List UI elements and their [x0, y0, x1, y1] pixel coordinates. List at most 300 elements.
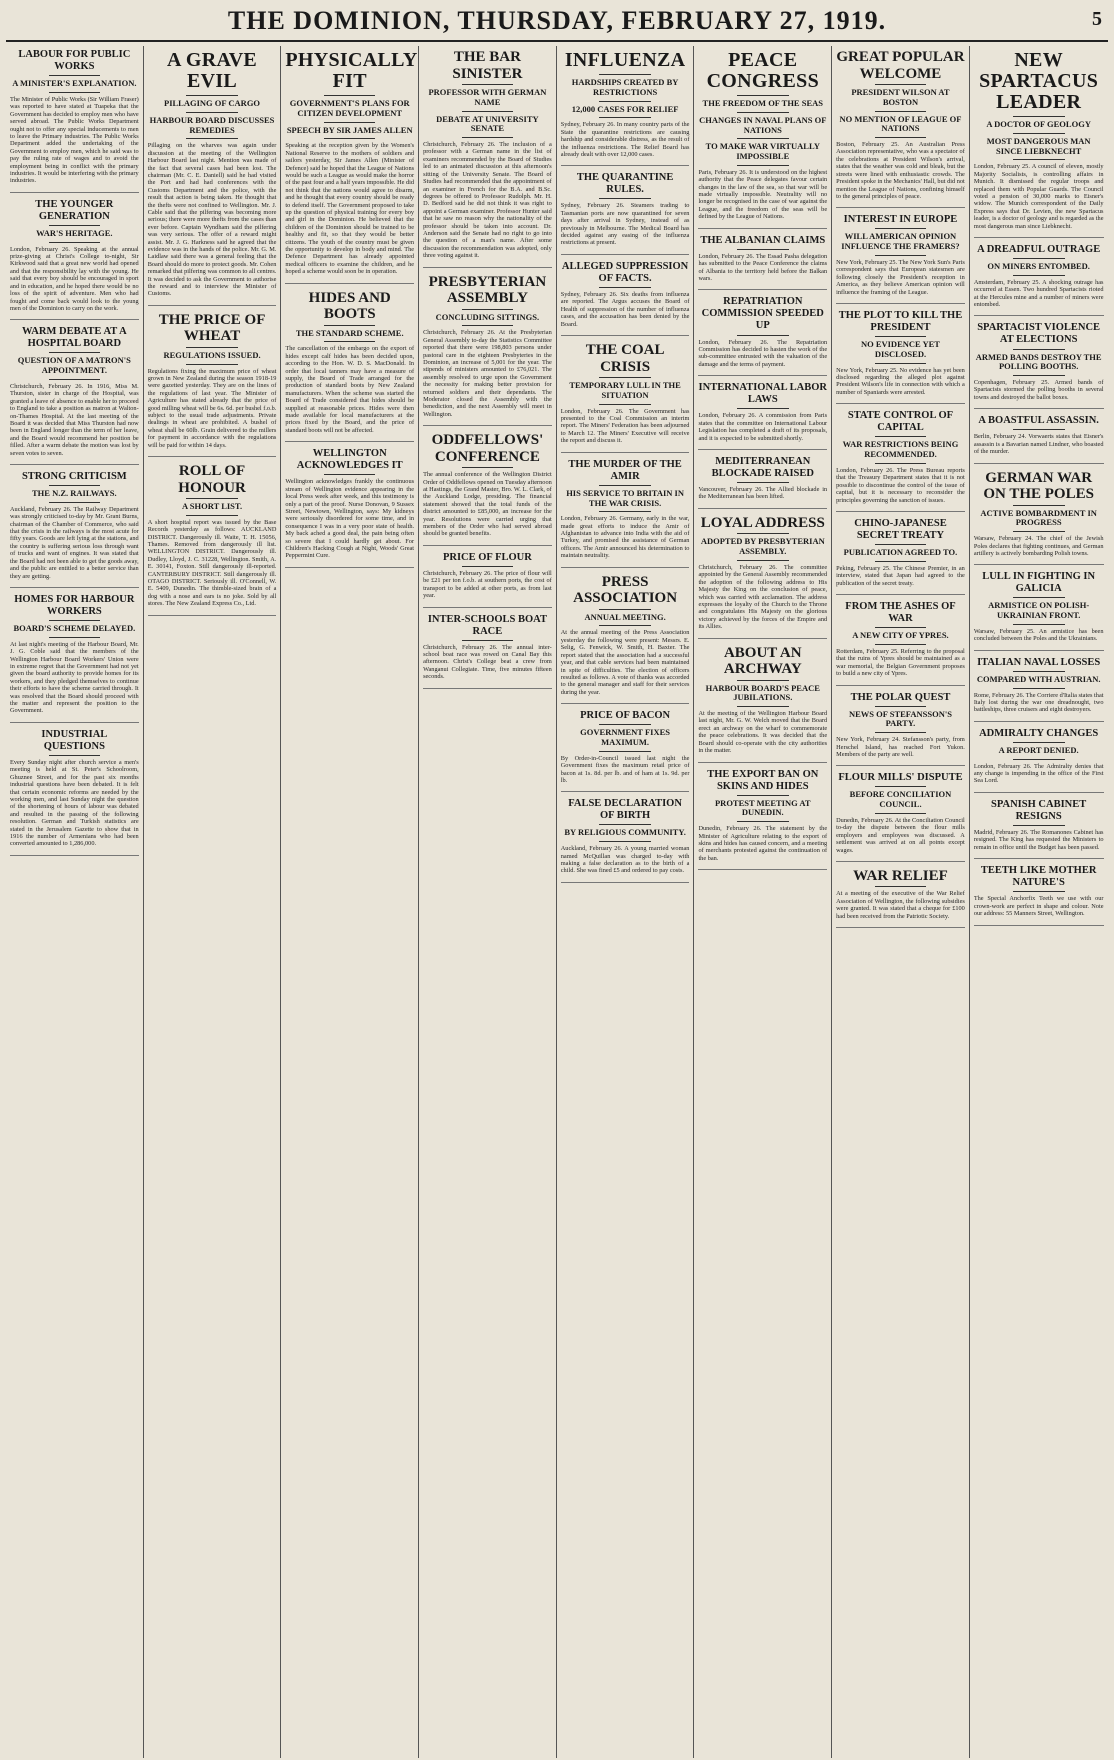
article — [974, 865, 1104, 925]
headline-rule — [324, 95, 375, 96]
article-headline: WAR RELIEF — [853, 867, 948, 884]
article-subheading: GOVERNMENT'S PLANS FOR CITIZEN DEVELOPMENT — [289, 98, 410, 118]
article — [974, 50, 1104, 238]
article-body: Regulations fixing the maximum price of wheat grown in New Zealand during the season 1918-19 were gazetted yesterday. They are on the lines of the regulations of last year. The Minister of Agriculture has stated already that the price of good milling wheat will be 6s. 6d. per bushel f.o.b. subject to the usual trade adjustments. Private dealings in wheat are prohibited. A bushel of wheat shall be 60lb. Grain delivered to the millers for payment in accordance with the regulations will be paid for within 14 days. — [147, 367, 277, 449]
article-subheading: QUESTION OF A MATRON'S APPOINTMENT. — [17, 355, 131, 376]
article-subheading: THE N.Z. RAILWAYS. — [32, 488, 117, 499]
article — [561, 574, 690, 704]
article-body: Pillaging on the wharves was again under discussion at the meeting of the Wellington Harbour Board last night. Mention was made of the fact that several cases had been lost. The chairman (Mr. C. E. Daniell) said he had visited the Port and had had conferences with the Customs Department and the police, with the result that action is being taken. He thought that the thefts were not confined to Wellington. Mr. J. Cable said that the pilfering was becoming more serious; there were more thefts from the cases than ever before. Captain Wyndham said the pilfering was very serious. The offer of a reward might assist. Mr. J. G. Harkness said he agreed that the evidence was in the hands of the police. Mr. G. M. Laidlaw said there was a general feeling that the Board should do more to protect goods. Mr. Cohen remarked that pilfering was common to all centres. It was decided to ask the Government to authorise the reward and to interview the Minister of Customs. — [147, 142, 277, 298]
subheading-rule — [875, 363, 926, 364]
article-headline: THE EXPORT BAN ON SKINS AND HIDES — [707, 768, 819, 792]
subheading-rule — [49, 92, 100, 93]
headline-rule — [1013, 258, 1065, 259]
article-body: Auckland, February 26. The Railway Department was strongly criticised to-day by Mr. Grant Burns, chairman of the Chamber of Commerce, who said that the crisis in the railways is the most acute for fifty years. Goods are left lying at the stations, and the country is suffering serious loss through want of trucks and want of engines. It was stated that the Board had not been able to get the goods away, and the public are entitled to a better service than they are getting. — [10, 505, 139, 580]
article-subheading: MOST DANGEROUS MAN SINCE LIEBKNECHT — [986, 135, 1091, 156]
article-headline: MEDITERRANEAN BLOCKADE RAISED — [711, 455, 814, 479]
subheading-rule — [1013, 688, 1065, 689]
article-headline: ROLL OF HONOUR — [178, 463, 246, 496]
subheading-rule — [1013, 624, 1065, 625]
article-headline: WELLINGTON ACKNOWLEDGES IT — [296, 448, 403, 472]
article — [561, 172, 690, 255]
article — [836, 518, 965, 595]
article — [423, 614, 552, 689]
article-subheading: A DOCTOR OF GEOLOGY — [986, 119, 1091, 129]
headline-rule — [462, 467, 513, 468]
article-headline: INTEREST IN EUROPE — [843, 214, 958, 226]
subheading-rule — [737, 138, 788, 139]
article-body: Dunedin, February 26. The statement by the Minister of Agriculture relating to the export of skins and hides has caused concern, and a meeting of merchants protested against the continuation of the ban. — [698, 825, 828, 862]
article-body: At a meeting of the executive of the War Relief Association of Wellington, the following subsidies were granted. It was stated that a cheque for £100 had been received from the Patriotic Society. — [836, 890, 965, 920]
subheading-rule — [737, 112, 788, 113]
article-body: New York, February 25. The New York Sun's Paris correspondent says that European statesmen are following closely the President's reception in America, as they believe American opinion will influence the framing of the League. — [836, 258, 965, 296]
article-body: Warsaw, February 24. The chief of the Jewish Poles declares that fighting continues, and German artillery is actively bombarding Polish towns. — [973, 535, 1104, 557]
article-body: London, February 26. Speaking at the annual prize-giving at Christ's College to-night, Sir Kirkwood said that a great new world had opened and that the responsibility lay with the young. He said that every boy should be encouraged in sport and in education, and he hoped there would be no loss of the spirit of adventure. Men who had fought and come back would look to the young men of the Dominion to carry on the work. — [10, 245, 139, 312]
article-headline: PRESBYTERIAN ASSEMBLY — [428, 273, 547, 307]
subheading-rule — [1013, 759, 1065, 760]
article-subheading: HARDSHIPS CREATED BY RESTRICTIONS — [571, 77, 679, 97]
article-headline: LULL IN FIGHTING IN GALICIA — [982, 571, 1096, 595]
headline-rule — [875, 627, 926, 628]
subheading-rule — [599, 625, 650, 626]
headline-rule — [462, 309, 513, 310]
column-4 — [419, 46, 557, 1758]
subheading-rule — [599, 101, 650, 102]
article — [148, 50, 277, 306]
article-headline: THE YOUNGER GENERATION — [35, 198, 114, 222]
article — [10, 49, 139, 193]
subheading-rule — [1013, 159, 1065, 160]
subheading-rule — [737, 821, 788, 822]
headline-rule — [737, 249, 788, 250]
subheading-rule — [1013, 531, 1065, 532]
subheading-rule — [599, 511, 650, 512]
article-body: The Minister of Public Works (Sir William Fraser) was reported to have stated at Tuapeka that the Government has decided to employ men who have served abroad. The Public Works Department ought not to offer any special inducements to men to leave the Primary industries. The Public Works Department added the undertaking of the Government to employ men, which he said was to pay the ruling rate of wages and to avoid the employment being in conflict with the primary industries. It would be interfering with the primary industries. — [10, 95, 139, 185]
article-headline: ITALIAN NAVAL LOSSES — [977, 656, 1101, 668]
subheading-rule — [875, 732, 926, 733]
article-headline: LOYAL ADDRESS — [700, 514, 825, 531]
article-subheading: A MINISTER'S EXPLANATION. — [12, 78, 137, 89]
headline-rule — [875, 336, 926, 337]
headline-rule — [49, 225, 100, 226]
headline-rule — [462, 566, 513, 567]
column-6 — [694, 46, 832, 1758]
columns-container — [6, 46, 1108, 1758]
headline-rule — [1013, 429, 1065, 430]
article-subheading: ARMISTICE ON POLISH-UKRAINIAN FRONT. — [988, 600, 1090, 621]
article-body: Sydney, February 26. Steamers trading to Tasmanian ports are now quarantined for seven days after arrival in Sydney, instead of as previously in Melbourne. The Medical Board has decided against any easing of the influenza restrictions at present. — [560, 202, 690, 247]
article-body: Berlin, February 24. Vorwaerts states that Eisner's assassin is a Bavarian named Lindner, who boasted of the murder. — [973, 433, 1104, 456]
article-headline: SPARTACIST VIOLENCE AT ELECTIONS — [977, 322, 1101, 346]
article — [698, 382, 827, 450]
article — [561, 798, 690, 883]
article-subheading: NEWS OF STEFANSSON'S PARTY. — [848, 708, 952, 729]
article-body: New York, February 25. No evidence has yet been disclosed regarding the alleged plot against President Wilson's life in connection with which a number of Spaniards were arrested. — [836, 366, 965, 396]
article — [148, 312, 277, 457]
headline-rule — [737, 335, 788, 336]
masthead-title: THE DOMINION, THURSDAY, FEBRUARY 27, 1919. — [227, 6, 887, 35]
article-subheading: BEFORE CONCILIATION COUNCIL. — [849, 789, 952, 810]
subheading-rule — [186, 138, 237, 139]
subheading-rule — [186, 364, 237, 365]
article-body: Amsterdam, February 25. A shocking outrage has occurred at Essen. Two hundred Spartacists rioted at the Hercules mine and a number of miners were entombed. — [973, 278, 1104, 308]
article-headline: ADMIRALTY CHANGES — [979, 727, 1099, 739]
headline-rule — [49, 620, 100, 621]
article-body: London, February 26. The Government has presented to the Coal Commission an interim report. The Miners' Federation has been adjourned to March 12. The Miners' Executive will receive the report and discuss it. — [560, 407, 690, 445]
headline-rule — [599, 74, 650, 75]
article-headline: HOMES FOR HARBOUR WORKERS — [14, 593, 135, 617]
column-2 — [144, 46, 282, 1758]
article-headline: THE PLOT TO KILL THE PRESIDENT — [838, 309, 963, 333]
subheading-rule — [462, 325, 513, 326]
article — [285, 49, 418, 284]
subheading-rule — [599, 841, 650, 842]
article-body: The annual conference of the Wellington District Order of Oddfellows opened on Tuesday afternoon at Hastings, the Grand Master, Bro. W. L. Clark, of the Auckland Lodge, presiding. The financial statement showed that the total funds of the district amounted to £85,000, an increase for the year. Resolutions were carried urging that members of the Order who had served abroad should be granted benefits. — [423, 471, 552, 538]
article — [698, 645, 827, 763]
article-body: Dunedin, February 26. At the Conciliation Council to-day the dispute between the flour mills employers and employees was discussed. A settlement was arrived at on all points except wages. — [836, 816, 965, 854]
article-subheading: TEMPORARY LULL IN THE SITUATION — [569, 380, 681, 400]
article-subheading: PROFESSOR WITH GERMAN NAME — [428, 87, 547, 107]
article-headline: THE POLAR QUEST — [850, 691, 951, 703]
article-body: London, February 26. A commission from Paris states that the committee on International Labour Legislation has completed a draft of its proposals, and it is expected to be submitted shortly. — [698, 412, 828, 442]
article-headline: PEACE CONGRESS — [706, 49, 819, 92]
article-body: New York, February 24. Stefansson's party, from Herschel Island, has reached Fort Yukon. Members of the party are well. — [836, 736, 965, 758]
headline-rule — [1013, 825, 1065, 826]
article-subheading: NO EVIDENCE YET DISCLOSED. — [860, 339, 940, 359]
article-subheading: PROTEST MEETING AT DUNEDIN. — [714, 797, 811, 818]
headline-rule — [1013, 671, 1065, 672]
article-headline: TEETH LIKE MOTHER NATURE'S — [980, 865, 1097, 889]
article — [698, 456, 827, 509]
headline-rule — [1013, 742, 1065, 743]
article-body: Paris, February 26. It is understood on the highest authority that the Peace delegates favour certain changes in the law of the sea, so that war will be made virtually impossible. Neutrality will no longer be recognised in the case of war against the League, and the freedom of the seas will be defined by the League of Nations. — [698, 168, 828, 221]
subheading-rule — [875, 813, 926, 814]
subheading-rule — [875, 561, 926, 562]
subheading-rule — [324, 341, 375, 342]
article — [974, 322, 1104, 409]
article-body: Sydney, February 26. Six deaths from influenza are reported. The Argus accuses the Board of Health of suppression of the number of influenza cases, and the accusation has been denied by the Board. — [560, 291, 690, 328]
article — [836, 310, 965, 404]
article-body: Copenhagen, February 25. Armed bands of Spartacists stormed the polling booths in several towns and destroyed the ballot boxes. — [973, 379, 1104, 401]
headline-rule — [599, 485, 650, 486]
article — [10, 729, 139, 856]
article — [974, 244, 1104, 316]
article — [561, 50, 690, 166]
article — [285, 448, 414, 568]
subheading-rule — [186, 112, 237, 113]
article-subheading: SPEECH BY SIR JAMES ALLEN — [286, 124, 413, 135]
headline-rule — [737, 95, 788, 96]
article-body: Rotterdam, February 25. Referring to the proposal that the ruins of Ypres should be maintained as a war memorial, the Belgian Government proposes to build a new city of Ypres. — [836, 647, 965, 678]
article-body: London, February 26. The Admiralty denies that any change is impending in the office of the First Sea Lord. — [973, 762, 1104, 785]
article-body: Christchurch, February 26. The annual inter-school boat race was rowed on Canal Bay this afternoon. Christ's College beat a crew from Wanganui Collegiate. Time, five minutes fifteen seconds. — [423, 643, 552, 681]
article-headline: THE PRICE OF WHEAT — [158, 311, 266, 345]
article — [561, 261, 690, 336]
headline-rule — [875, 706, 926, 707]
article — [285, 290, 414, 443]
article-headline: THE BAR SINISTER — [452, 49, 523, 82]
article-body: Madrid, February 26. The Romanones Cabinet has resigned. The King has requested the Ministers to remain in office until the Budget has been passed. — [973, 829, 1104, 851]
article-headline: FROM THE ASHES OF WAR — [845, 601, 956, 625]
article-body: London, February 26. The Press Bureau reports that the Treasury Department states that it is not possible to discontinue the control of the issue of capital, but it is necessary to reconsider the principles governing the sanction of issues. — [836, 466, 965, 504]
headline-rule — [1013, 891, 1065, 892]
subheading-rule — [599, 751, 650, 752]
article-body: Christchurch, February 26. The price of flour will be £21 per ton f.o.b. at southern ports, the cost of transport to be added at other ports, as from last year. — [423, 569, 552, 600]
article-headline: INTERNATIONAL LABOR LAWS — [698, 382, 828, 406]
article — [836, 868, 965, 928]
article-body: Every Sunday night after church service a men's meeting is held at St. Peter's Schoolroom, Ghuznee Street, and for the past six months industrial questions have been debated. It is felt that certain economic reforms are needed by the working men, and last Sunday night the question of the shortening of hours of labour was debated and resulted in the passing of the following resolution. German and Turkish statistics are stated in the Jerusalem Gazette to show that in 1916 the number of Armenians who had been converted amounted to 1,286,000. — [10, 759, 139, 848]
article — [698, 235, 827, 291]
headline-rule — [599, 609, 650, 610]
article-body: London, February 25. A council of eleven, mostly Majority Socialists, is controlling affairs in Munich. It dismissed the regular troops and replaced them with Popular Guards. The Council voted a pension of 30,000 marks to Eisner's widow. The Munich correspondent of the Daily Express says that Dr. Levien, the new Spartacus leader, is a doctor of geology and is regarded as the most dangerous man since Liebknecht. — [973, 163, 1104, 230]
article-headline: NEW SPARTACUS LEADER — [979, 49, 1099, 113]
subheading-rule — [49, 502, 100, 503]
article-body: A short hospital report was issued by the Base Records yesterday as follows: AUCKLAND DISTRICT. Dangerously ill. Waite, T. H. 15056, Thames. Removed from dangerously ill list. WELLINGTON DISTRICT. Dangerously ill. Dudley, Lloyd, J. C. 31228, Wellington. Smith, A. E. 30141, Foxton. Still dangerously ill-reported. CANTERBURY DISTRICT. Still dangerously ill. OTAGO DISTRICT. Seriously ill. O'Connell, W. E. 5409, Dunedin. The thimble-sized brain of a dog with a nose and ears is no joke. Sold by all stores. The New Zealand Express Co., Ltd. — [147, 518, 277, 608]
article-subheading: TO MAKE WAR VIRTUALLY IMPOSSIBLE — [705, 141, 820, 162]
article-subheading: CHANGES IN NAVAL PLANS OF NATIONS — [699, 114, 827, 135]
subheading-rule — [875, 644, 926, 645]
article — [10, 199, 139, 321]
headline-rule — [49, 352, 100, 353]
article-body: Christchurch, February 26. In 1916, Miss M. Thurston, sister in charge of the Hospital, was granted a leave of absence to enable her to proceed to England to take a position as matron at Walton-on-Thames Hospital. At the last meeting of the Board it was decided that Miss Thurston had now been in England longer than the term of her leave, and the Board would recommend her position be filled. After a warm debate the motion was lost by seven votes to seven. — [10, 382, 139, 457]
headline-rule — [1013, 505, 1065, 506]
subheading-rule — [599, 117, 650, 118]
article-headline: A BOASTFUL ASSASSIN. — [978, 415, 1099, 427]
article — [10, 594, 139, 723]
headline-rule — [599, 287, 650, 288]
masthead — [6, 0, 1108, 42]
headline-rule — [875, 786, 926, 787]
article — [836, 410, 965, 512]
article-subheading: ANNUAL MEETING. — [584, 611, 666, 622]
column-5 — [557, 46, 695, 1758]
subheading-rule — [875, 111, 926, 112]
article — [561, 342, 690, 453]
headline-rule — [49, 755, 100, 756]
article-subheading: REGULATIONS ISSUED. — [163, 349, 261, 360]
article-headline: GERMAN WAR ON THE POLES — [983, 469, 1094, 503]
article-body: Christchurch, February 26. The inclusion of a professor with a German name in the list of examiners recommended by the Board of Studies led to an animated discussion at this afternoon's sitting of the University Senate. The Board of Studies had recommended that the appointment of an examiner in French for the B.A. and B.Sc. degrees be offered to Professor Rudolph. Mr. H. D. Bedford said he did not think it was right to appoint a German examiner. Professor Hunter said that he saw no reason why the nationality of the professor should be taken into account. Dr. Anderson said the Senate had no right to go into the question of a man's name. After some discussion the recommendation was adopted, only three voting against it. — [423, 141, 552, 260]
article-headline: INFLUENZA — [564, 49, 686, 71]
article-headline: STATE CONTROL OF CAPITAL — [847, 410, 954, 434]
column-7 — [832, 46, 970, 1758]
headline-rule — [599, 724, 650, 725]
headline-rule — [49, 75, 100, 76]
article-body: Auckland, February 26. A young married woman named McQuillan was charged to-day with making a false declaration as to the birth of a child. She was fined £5 and ordered to pay costs. — [560, 845, 690, 875]
article-body: The Special Anchorfix Teeth we use with our crown-work are perfect in shape and colour. Note our address: 55 Manners Street, Wellington. — [973, 895, 1104, 918]
subheading-rule — [875, 137, 926, 138]
article-subheading: PRESIDENT WILSON AT BOSTON — [851, 87, 950, 107]
article-headline: A DREADFUL OUTRAGE — [977, 243, 1101, 255]
article-body: Warsaw, February 25. An armistice has been concluded between the Poles and the Ukrainians. — [973, 627, 1104, 643]
article — [836, 49, 965, 208]
headline-rule — [462, 84, 513, 85]
subheading-rule — [737, 165, 788, 166]
headline-rule — [875, 84, 926, 85]
article-subheading: THE STANDARD SCHEME. — [295, 327, 404, 338]
article-body: Wellington acknowledges frankly the continuous stream of Wellington evidence appearing in the local Press week after week, and this testimony is only a part of the proof. Nurse Donovan, 9 Sussex Street, Newtown, Wellington, says: My kidneys were seriously disordered for some time, and in consequence I was in a very poor state of health. My back ached a good deal, the pain being often so severe that I could hardly get about. For Children's Hacking Cough at Night, Woods' Great Peppermint Cure. — [285, 478, 415, 560]
article-headline: THE MURDER OF THE AMIR — [568, 458, 682, 482]
article-headline: ABOUT AN ARCHWAY — [723, 644, 802, 678]
article-body: London, February 26. The Repatriation Commission has decided to hasten the work of the sub-committee entrusted with the valuation of the damage and the terms of payment. — [698, 338, 828, 368]
article-body: At last night's meeting of the Harbour Board, Mr. J. G. Coble said that the members of the Wellington Harbour Board Workers' Union were in extreme regret that the Government had not yet given the board authority to provide homes for its workers, and they pledged themselves to continue their efforts to have the scheme carried through. It was resolved that the Board should proceed with the matter and represent the position to the Government. — [10, 640, 139, 715]
article-headline: HIDES AND BOOTS — [308, 289, 391, 323]
headline-rule — [186, 498, 237, 499]
article-headline: WARM DEBATE AT A HOSPITAL BOARD — [21, 326, 127, 350]
article-subheading: HARBOUR BOARD'S PEACE JUBILATIONS. — [705, 682, 820, 703]
article-headline: STRONG CRITICISM — [21, 471, 127, 483]
article-subheading: BY RELIGIOUS COMMUNITY. — [564, 827, 686, 838]
article — [836, 214, 965, 304]
article-subheading: HIS SERVICE TO BRITAIN IN THE WAR CRISIS. — [566, 487, 684, 508]
article-subheading: ACTIVE BOMBARDMENT IN PROGRESS — [980, 507, 1097, 528]
article-body: At the meeting of the Wellington Harbour Board last night, Mr. G. W. Welch moved that the Board erect an archway on the wharf to commemorate the peace celebrations. It was decided that the Board should co-operate with the city authorities in the matter. — [698, 710, 828, 755]
subheading-rule — [1013, 275, 1065, 276]
subheading-rule — [875, 463, 926, 464]
article — [698, 515, 827, 639]
article — [148, 463, 277, 616]
column-1 — [6, 46, 144, 1758]
headline-rule — [1013, 116, 1065, 117]
column-8 — [970, 46, 1108, 1758]
article-body: Sydney, February 26. In many country parts of the State the quarantine restrictions are causing hardship and considerable distress, as the result of the influenza restrictions. The Relief Board has already dealt with over 12,000 cases. — [560, 121, 690, 158]
article-headline: PHYSICALLY FIT — [285, 49, 418, 92]
article-subheading: ON MINERS ENTOMBED. — [987, 261, 1090, 272]
subheading-rule — [49, 637, 100, 638]
subheading-rule — [324, 138, 375, 139]
article-headline: THE QUARANTINE RULES. — [576, 172, 674, 196]
article-body: By Order-in-Council issued last night the Government fixes the maximum retail price of bacon at 1s. 8d. per lb. and of ham at 1s. 9d. per lb. — [560, 754, 690, 784]
article-body: Christchurch, February 26. At the Presbyterian General Assembly to-day the Statistics Committee reported that there were 198,803 persons under pastoral care in the eighteen Presbyteries in the Dominion, an increase of 5,001 for the year. The stipends of ministers amounted to £76,021. The assembly resolved to urge upon the Government the necessity for making better provision for returned soldiers and their dependants. The Moderator closed the Assembly with the benediction, and the next Assembly will meet in Wellington. — [423, 329, 552, 418]
article — [836, 601, 965, 686]
headline-rule — [186, 95, 237, 96]
article-subheading: WILL AMERICAN OPINION INFLUENCE THE FRAMERS? — [841, 231, 960, 252]
article-body: London, February 26. The Essad Pasha delegation has submitted to the Peace Conference the claims of Albania to the territory held before the Balkan wars. — [698, 252, 828, 282]
article-subheading: DEBATE AT UNIVERSITY SENATE — [436, 113, 539, 134]
article — [561, 710, 690, 792]
subheading-rule — [462, 137, 513, 138]
headline-rule — [599, 824, 650, 825]
article-body: Vancouver, February 26. The Allied blockade in the Mediterranean has been lifted. — [698, 486, 828, 501]
article-subheading: THE FREEDOM OF THE SEAS — [702, 98, 823, 108]
article — [974, 571, 1104, 650]
article — [974, 657, 1104, 722]
article-headline: PRICE OF FLOUR — [442, 551, 532, 563]
article-headline: FLOUR MILLS' DISPUTE — [838, 772, 963, 784]
article — [423, 49, 552, 268]
headline-rule — [737, 482, 788, 483]
article-subheading: 12,000 CASES FOR RELIEF — [571, 103, 679, 114]
subheading-rule — [324, 122, 375, 123]
article-subheading: A REPORT DENIED. — [998, 744, 1079, 755]
headline-rule — [462, 640, 513, 641]
article-headline: LABOUR FOR PUBLIC WORKS — [18, 49, 131, 73]
article — [10, 326, 139, 465]
article-subheading: WAR RESTRICTIONS BEING RECOMMENDED. — [842, 439, 959, 460]
article-headline: THE COAL CRISIS — [585, 342, 665, 375]
article — [423, 552, 552, 608]
subheading-rule — [875, 255, 926, 256]
article-body: Boston, February 25. An Australian Press Association representative, who was a spectator of the celebrations at President Wilson's arrival, states that the weather was cold and bleak, but the streets were lined with enthusiastic crowds. The President spoke in the Mechanics' Hall, but did not mention the League of Nations, confining himself to the general principles of peace. — [836, 141, 965, 200]
headline-rule — [324, 325, 375, 326]
article — [423, 274, 552, 427]
article-subheading: WAR'S HERITAGE. — [36, 227, 113, 238]
article-subheading: A SHORT LIST. — [181, 501, 243, 512]
article-headline: PRICE OF BACON — [580, 710, 671, 722]
article — [561, 459, 690, 568]
headline-rule — [186, 347, 237, 348]
article — [698, 296, 827, 376]
article-subheading: A NEW CITY OF YPRES. — [852, 630, 949, 641]
subheading-rule — [737, 706, 788, 707]
article-headline: A GRAVE EVIL — [166, 49, 258, 92]
headline-rule — [737, 533, 788, 534]
subheading-rule — [49, 242, 100, 243]
headline-rule — [737, 408, 788, 409]
article-headline: SPANISH CABINET RESIGNS — [991, 798, 1087, 822]
article-headline: REPATRIATION COMMISSION SPEEDED UP — [701, 296, 824, 332]
article — [836, 692, 965, 767]
article-headline: THE ALBANIAN CLAIMS — [700, 234, 826, 246]
article-headline: FALSE DECLARATION OF BIRTH — [568, 798, 682, 822]
article-subheading: GOVERNMENT FIXES MAXIMUM. — [580, 727, 670, 747]
headline-rule — [875, 228, 926, 229]
article-body: London, February 26. Germany, early in the war, made great efforts to induce the Amir of Afghanistan to advance into India with the aid of Turkey, and promised the assistance of German officers. The Amir announced his determination to maintain neutrality. — [560, 515, 690, 560]
headline-rule — [49, 485, 100, 486]
subheading-rule — [1013, 133, 1065, 134]
subheading-rule — [1013, 375, 1065, 376]
subheading-rule — [186, 515, 237, 516]
article-subheading: COMPARED WITH AUSTRIAN. — [976, 673, 1101, 684]
article-body: Speaking at the reception given by the Women's National Reserve to the mothers of soldiers and sailors yesterday, Sir James Allen (Minister of Defence) said he hoped that the League of Nations would be such a League as would make the horror of the past four and a half years impossible. He did not think that the nations would agree to disarm, and he thought that every country should be ready to defend itself. The Government proposed to take up the question of physical training for every boy and girl in the Dominion. He believed that the children of the Dominion should be trained to be healthy and fit, so that they would be better citizens. The youth of the country must be given the opportunity to develop in body and mind. The Defence Department has already appointed medical officers to examine the children, and he hoped a scheme would soon be in operation. — [285, 142, 415, 276]
article — [836, 772, 965, 862]
headline-rule — [599, 198, 650, 199]
article-body: Rome, February 26. The Corriere d'Italia states that Italy lost during the war one dreadnought, two battleships, three cruisers and eight destroyers. — [973, 691, 1104, 714]
article-subheading: CONCLUDING SITTINGS. — [435, 311, 540, 322]
article — [974, 799, 1104, 859]
page-number: 5 — [1092, 8, 1102, 30]
headline-rule — [1013, 349, 1065, 350]
headline-rule — [737, 795, 788, 796]
article-headline: INDUSTRIAL QUESTIONS — [41, 728, 108, 752]
article-subheading: BOARD'S SCHEME DELAYED. — [13, 623, 136, 634]
headline-rule — [324, 474, 375, 475]
article — [974, 728, 1104, 793]
article — [974, 470, 1104, 566]
article-subheading: PUBLICATION AGREED TO. — [843, 547, 958, 558]
article-headline: ODDFELLOWS' CONFERENCE — [431, 432, 544, 465]
article — [10, 471, 139, 588]
headline-rule — [875, 886, 926, 887]
article-body: The cancellation of the embargo on the export of hides except calf hides has been decided upon, according to the Hon. W. D. S. MacDonald. In order that local tanners may have a measure of supply, the Board of Trade arranged for the production of standard boots by New Zealand manufacturers. When the scheme was started the Board of Trade considered that hides should be supplied at reasonable prices. Hides were then made available for local manufacturers at the prices fixed by the Board, and the price of standard boots will not be affected. — [285, 345, 415, 434]
article-headline: INTER-SCHOOLS BOAT RACE — [427, 613, 547, 637]
subheading-rule — [49, 379, 100, 380]
article-headline: CHINO-JAPANESE SECRET TREATY — [854, 517, 947, 541]
article-body: Peking, February 25. The Chinese Premier, in an interview, stated that Japan had agreed to the publication of the secret treaty. — [836, 564, 965, 587]
article-subheading: NO MENTION OF LEAGUE OF NATIONS — [839, 113, 962, 134]
article — [974, 415, 1104, 463]
article — [698, 50, 827, 229]
article-subheading: PILLAGING OF CARGO — [164, 98, 261, 108]
headline-rule — [875, 436, 926, 437]
headline-rule — [1013, 597, 1065, 598]
headline-rule — [599, 377, 650, 378]
article — [423, 432, 552, 546]
article-body: At the annual meeting of the Press Association yesterday the following were present: Messrs. E. Selig, G. Fenwick, W. Smith, H. Baxter. The report stated that the association had a successful year, and that cable services had been maintained in spite of difficulties. The election of officers resulted as follows. A vote of thanks was accorded to the general manager and staff for their services during the year. — [560, 629, 690, 696]
article-subheading: HARBOUR BOARD DISCUSSES REMEDIES — [149, 114, 275, 135]
subheading-rule — [462, 111, 513, 112]
article-headline: ALLEGED SUPPRESSION OF FACTS. — [561, 260, 689, 284]
column-3 — [281, 46, 419, 1758]
